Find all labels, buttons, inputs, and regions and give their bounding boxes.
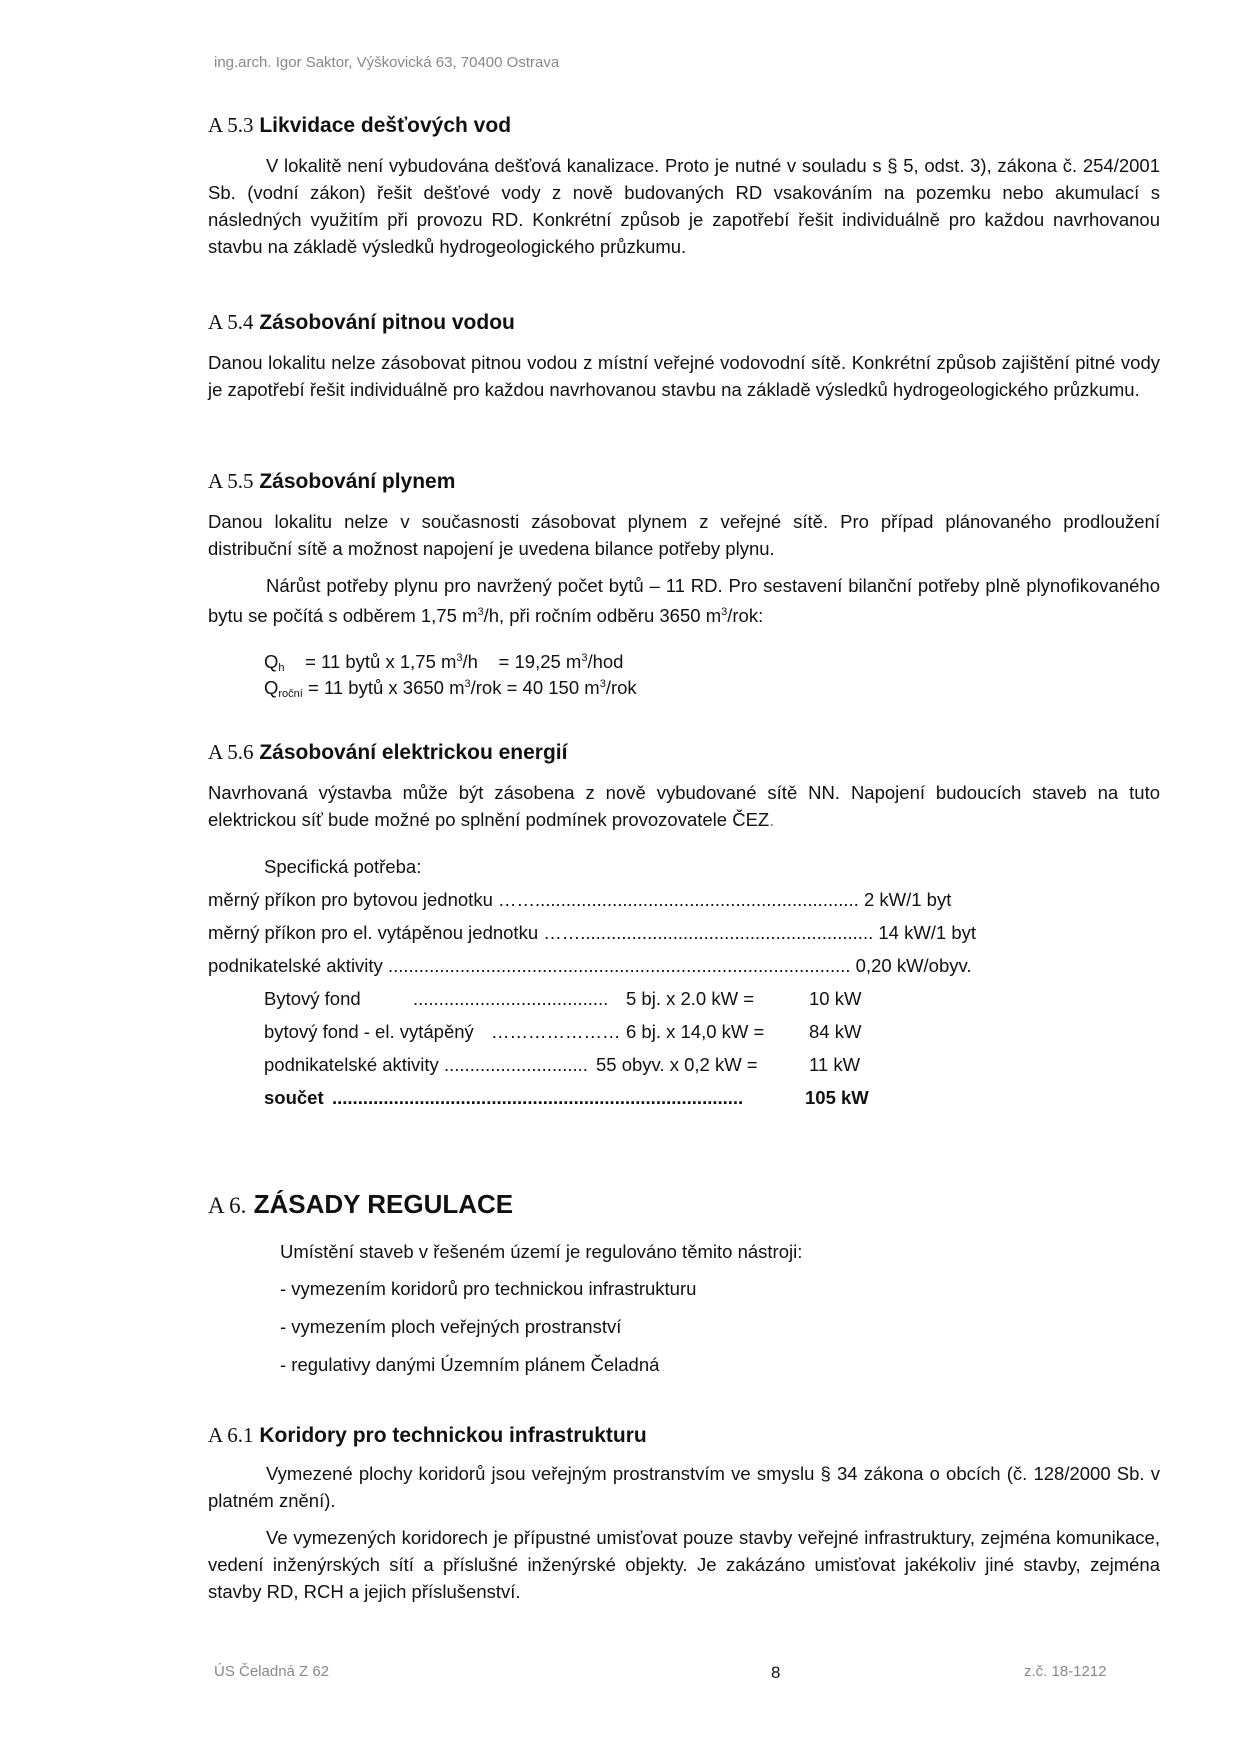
calc-row-result: 84 kW	[809, 1021, 862, 1042]
demand-row: měrný příkon pro bytovou jednotku ……............................................................... 2 kW/1 byt	[208, 889, 952, 910]
demand-row: měrný příkon pro el. vytápěnou jednotku ……......................................................... 14 kW/1 byt	[208, 922, 977, 943]
list-intro: Umístění staveb v řešeném území je regulováno těmito nástroji:	[280, 1241, 803, 1262]
section-a53	[208, 113, 1160, 260]
page-number: 8	[771, 1663, 781, 1682]
calc-row-formula: 6 bj. x 14,0 kW =	[626, 1021, 765, 1042]
calc-row-label: Bytový fond	[264, 988, 361, 1009]
calc-row-label: bytový fond - el. vytápěný	[264, 1021, 474, 1042]
section-heading: A 5.3 Likvidace dešťových vod	[208, 113, 512, 137]
section-a54	[208, 310, 1160, 403]
page-header: ing.arch. Igor Saktor, Výškovická 63, 70400 Ostrava	[214, 54, 560, 71]
section-a61	[208, 1423, 1160, 1605]
formula-qrocni: $Q_{roční} = 11$ bytů x 3650 $m^3$/rok = 40 150 $m^3$/rok	[264, 677, 637, 700]
section-heading: A 5.4 Zásobování pitnou vodou	[208, 310, 515, 334]
paragraph: Ve vymezených koridorech je přípustné umisťovat pouze stavby veřejné infrastruktury, zejména komunikace, vedení inženýrských sítí a příslušné inženýrské objekty. Je zakázáno umisťovat jakékoliv jiné stavby, zejména stavby RD, RCH a jejich příslušenství.	[208, 1527, 1160, 1602]
chapter-heading: A 6. ZÁSADY REGULACE	[208, 1189, 514, 1219]
paragraph: V lokalitě není vybudována dešťová kanalizace. Proto je nutné v souladu s § 5, odst. 3), zákona č. 254/2001 Sb. (vodní zákon) řešit dešťové vody z nově budovaných RD vsakováním na pozemku nebo akumulací s následných využitím při provozu RD. Konkrétní způsob je zapotřebí řešit individuálně pro každou navrhovanou stavbu na základě výsledků hydrogeologického průzkumu.	[208, 155, 1160, 257]
calc-row-dots: ......................................	[413, 988, 609, 1009]
calc-row-dots: ............................	[444, 1054, 588, 1075]
paragraph: Nárůst potřeby plynu pro navržený počet bytů – 11 RD. Pro sestavení bilanční potřeby plně plynofikovaného bytu se počítá s odběrem 1,75 $m^3/h$, při ročním odběru 3650 $m^3$/rok:	[208, 575, 1160, 627]
section-a55	[208, 469, 1160, 700]
paragraph: Danou lokalitu nelze zásobovat pitnou vodou z místní veřejné vodovodní sítě. Konkrétní způsob zajištění pitné vody je zapotřebí řešit individuálně pro každou navrhovanou stavbu na základě výsledků hydrogeologického průzkumu.	[208, 352, 1160, 400]
calc-row-result: 11 kW	[809, 1054, 861, 1075]
calc-row-formula: 5 bj. x 2.0 kW =	[626, 988, 755, 1009]
paragraph: Vymezené plochy koridorů jsou veřejným prostranstvím ve smyslu § 34 zákona o obcích (č. 128/2000 Sb. v platném znění).	[208, 1463, 1160, 1511]
section-heading: A 6.1 Koridory pro technickou infrastrukturu	[208, 1423, 647, 1447]
section-a6	[208, 1189, 1160, 1375]
calc-row-formula: 55 obyv. x 0,2 kW =	[596, 1054, 758, 1075]
calc-sum-dots: ................................................................................	[332, 1087, 744, 1108]
specific-demand-label: Specifická potřeba:	[264, 856, 422, 877]
calc-sum-result: 105 kW	[805, 1087, 869, 1108]
section-heading: A 5.5 Zásobování plynem	[208, 469, 456, 493]
list-item: - vymezením koridorů pro technickou infrastrukturu	[280, 1278, 697, 1299]
formula-qh: $Q_h$ = 11 bytů x 1,75 $m^3/h$ = 19,25 $m^3$/hod	[264, 651, 624, 674]
calc-row-result: 10 kW	[809, 988, 862, 1009]
section-a56	[208, 740, 1160, 1108]
list-item: - vymezením ploch veřejných prostranství	[280, 1316, 622, 1337]
demand-row: podnikatelské aktivity .......................................................................................... 0,20 kW/obyv.	[208, 955, 972, 976]
paragraph: Danou lokalitu nelze v současnosti zásobovat plynem z veřejné sítě. Pro případ plánovaného prodloužení distribuční sítě a možnost napojení je uvedena bilance potřeby plynu.	[208, 511, 1160, 559]
list-item: - regulativy danými Územním plánem Čeladná	[280, 1354, 660, 1375]
calc-row-dots: …………………	[491, 1021, 621, 1042]
paragraph: Navrhovaná výstavba může být zásobena z nově vybudované sítě NN. Napojení budoucích staveb na tuto elektrickou síť bude možné po splnění podmínek provozovatele ČEZ.	[208, 782, 1160, 830]
section-heading: A 5.6 Zásobování elektrickou energií	[208, 740, 568, 764]
calc-row-label: podnikatelské aktivity	[264, 1054, 439, 1075]
footer-right: z.č. 18-1212	[1024, 1663, 1107, 1680]
calc-sum-label: součet	[264, 1087, 324, 1108]
footer-left: ÚS Čeladná Z 62	[214, 1663, 330, 1680]
